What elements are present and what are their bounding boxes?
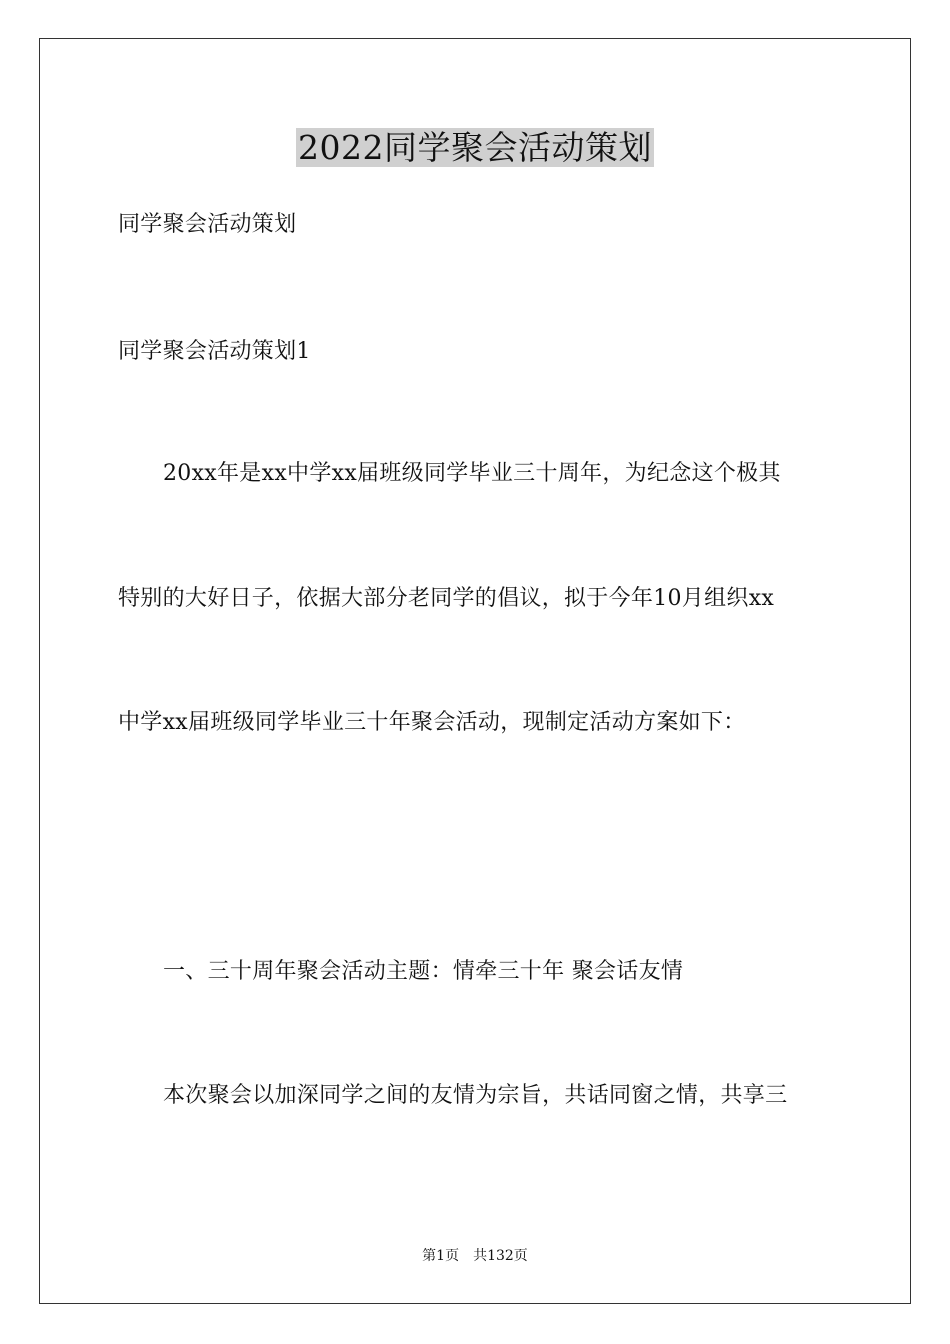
theme-line: 一、三十周年聚会活动主题：情牵三十年 聚会话友情 [163, 959, 684, 984]
paragraph-line: 20xx年是xx中学xx届班级同学毕业三十周年，为纪念这个极其 [163, 461, 781, 486]
page-footer: 第1页 共132页 [422, 1248, 528, 1264]
section-heading: 同学聚会活动策划1 [118, 339, 311, 364]
paragraph-line: 本次聚会以加深同学之间的友情为宗旨，共话同窗之情，共享三 [163, 1083, 788, 1108]
paragraph-line: 特别的大好日子，依据大部分老同学的倡议，拟于今年10月组织xx [118, 586, 775, 611]
subtitle-line: 同学聚会活动策划 [118, 212, 297, 237]
paragraph-line: 中学xx届班级同学毕业三十年聚会活动，现制定活动方案如下： [118, 710, 746, 735]
document-title [0, 126, 950, 170]
document-title-text: 2022同学聚会活动策划 [298, 128, 652, 167]
